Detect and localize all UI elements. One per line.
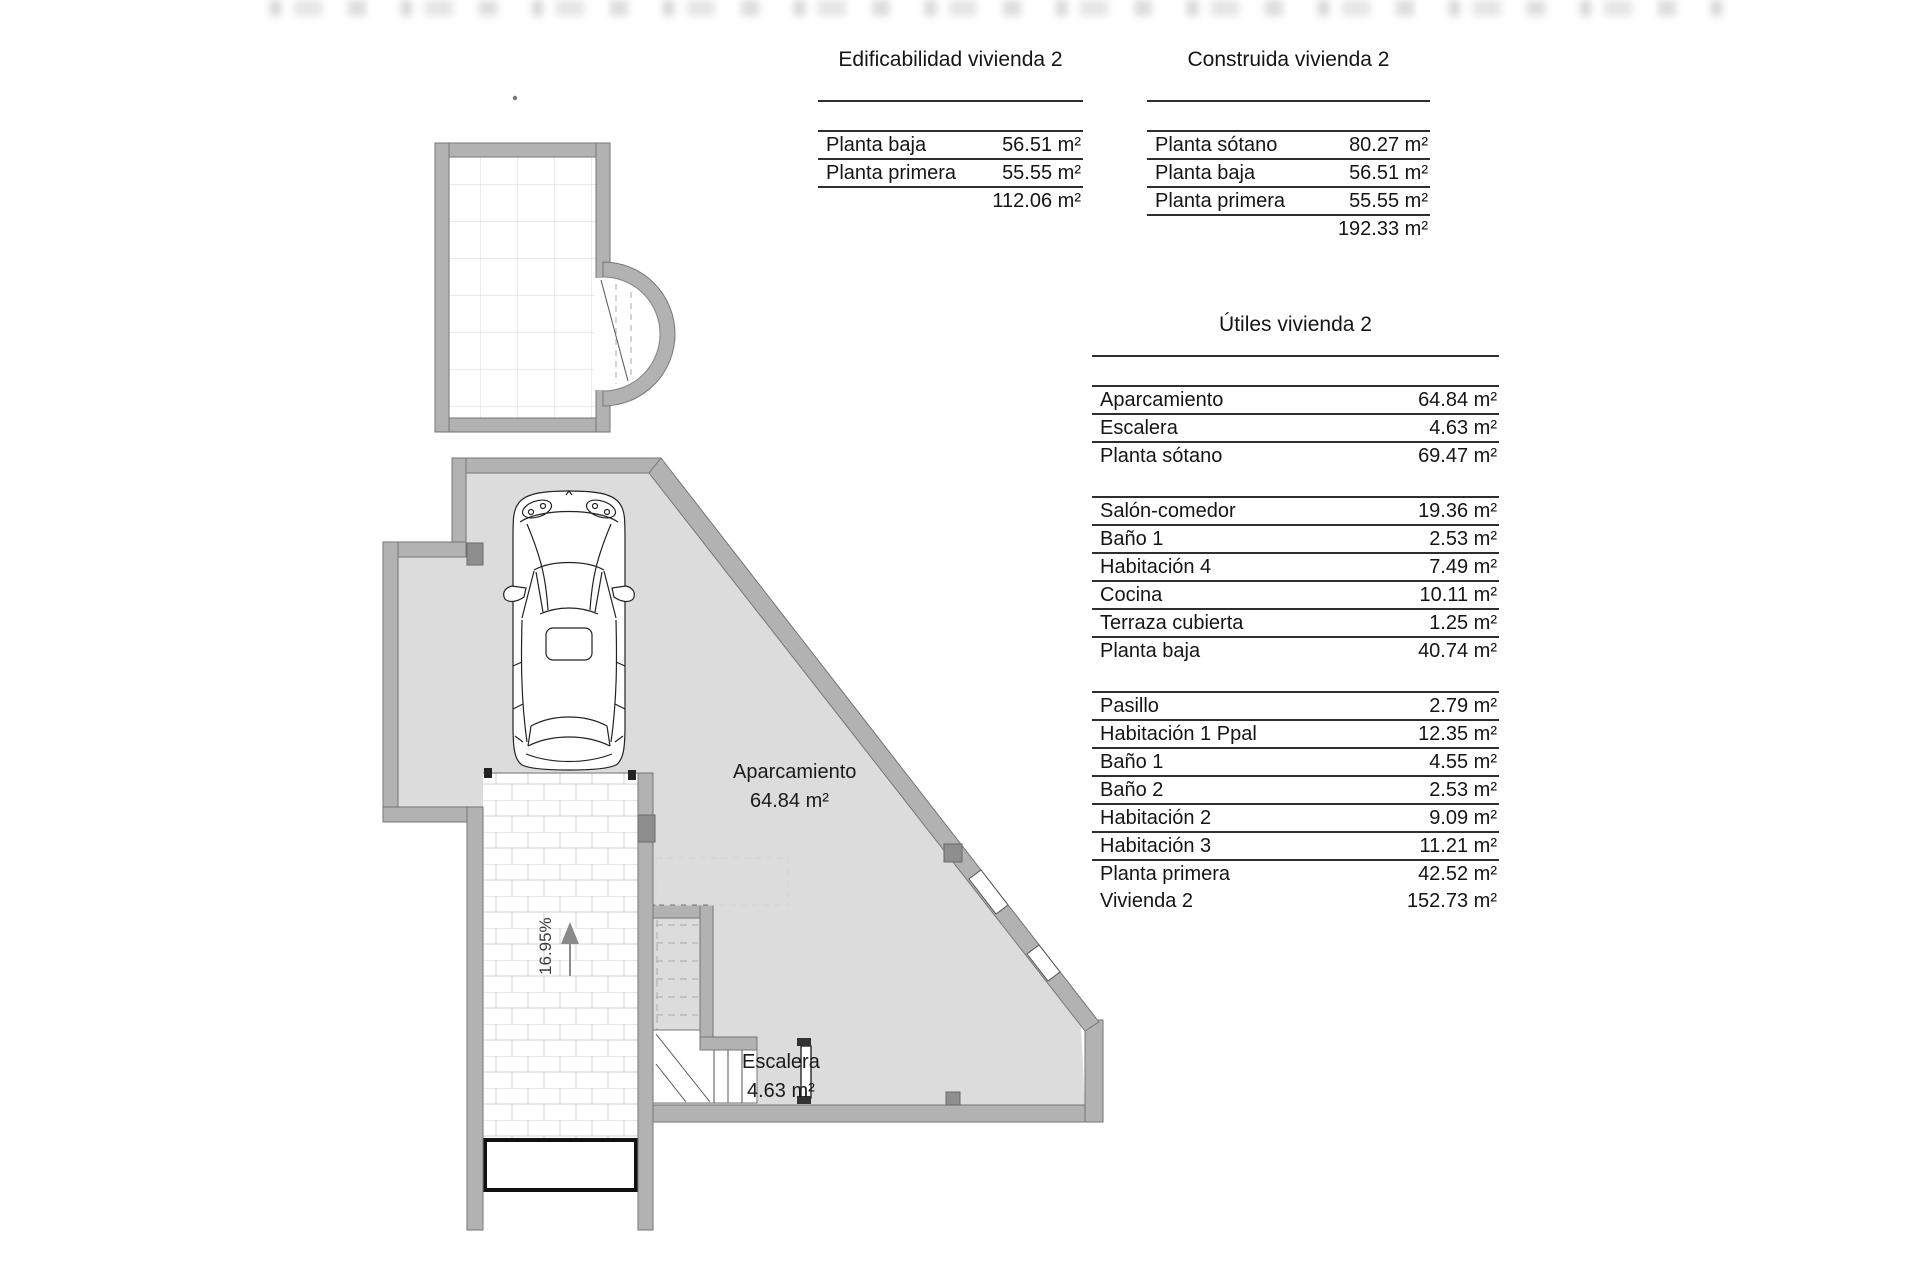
basement-plan	[383, 458, 1103, 1230]
table-edificabilidad	[818, 44, 1083, 214]
table-title: Útiles vivienda 2	[1092, 305, 1499, 357]
table-total-row: 112.06 m²	[818, 186, 1083, 214]
table-row: Planta primera 55.55 m²	[818, 158, 1083, 186]
table-row: Aparcamiento 64.84 m²	[1092, 385, 1499, 413]
table-title: Construida vivienda 2	[1147, 44, 1430, 102]
table-construida	[1147, 44, 1430, 242]
table-subtotal-row: Planta baja 40.74 m²	[1092, 636, 1499, 664]
table-row: Planta primera 55.55 m²	[1147, 186, 1430, 214]
table-row: Pasillo 2.79 m²	[1092, 691, 1499, 719]
table-row: Planta sótano 80.27 m²	[1147, 130, 1430, 158]
stairs-area-label: 4.63 m²	[747, 1080, 815, 1102]
table-spacer	[1092, 357, 1499, 385]
table-row: Baño 1 4.55 m²	[1092, 747, 1499, 775]
table-title: Edificabilidad vivienda 2	[818, 44, 1083, 102]
table-row: Habitación 3 11.21 m²	[1092, 831, 1499, 859]
ramp-slope-label: 16.95%	[536, 917, 555, 975]
table-row: Escalera 4.63 m²	[1092, 413, 1499, 441]
garage-gate	[485, 1140, 636, 1190]
stairs-label: Escalera	[742, 1051, 820, 1073]
table-row: Salón-comedor 19.36 m²	[1092, 496, 1499, 524]
car	[504, 491, 635, 770]
scan-dot	[513, 96, 517, 100]
table-subtotal-row: Planta sótano 69.47 m²	[1092, 441, 1499, 469]
parking-label: Aparcamiento	[733, 761, 857, 783]
table-subtotal-row: Planta primera 42.52 m²	[1092, 859, 1499, 887]
table-row: Cocina 10.11 m²	[1092, 580, 1499, 608]
table-utiles	[1092, 305, 1499, 915]
table-row: Habitación 2 9.09 m²	[1092, 803, 1499, 831]
curved-stair-bay	[595, 262, 675, 406]
terrace-room	[435, 143, 675, 432]
table-row: Baño 1 2.53 m²	[1092, 524, 1499, 552]
table-grandtotal-row: Vivienda 2 152.73 m²	[1100, 890, 1497, 912]
table-row: Baño 2 2.53 m²	[1092, 775, 1499, 803]
table-spacer	[1147, 102, 1430, 130]
table-row: Planta baja 56.51 m²	[1147, 158, 1430, 186]
table-row: Habitación 4 7.49 m²	[1092, 552, 1499, 580]
table-row: Terraza cubierta 1.25 m²	[1092, 608, 1499, 636]
parking-area-label: 64.84 m²	[750, 790, 829, 812]
table-total-row: 192.33 m²	[1147, 214, 1430, 242]
table-row: Habitación 1 Ppal 12.35 m²	[1092, 719, 1499, 747]
table-row: Planta baja 56.51 m²	[818, 130, 1083, 158]
table-spacer	[818, 102, 1083, 130]
ramp-pavers	[483, 773, 638, 1138]
